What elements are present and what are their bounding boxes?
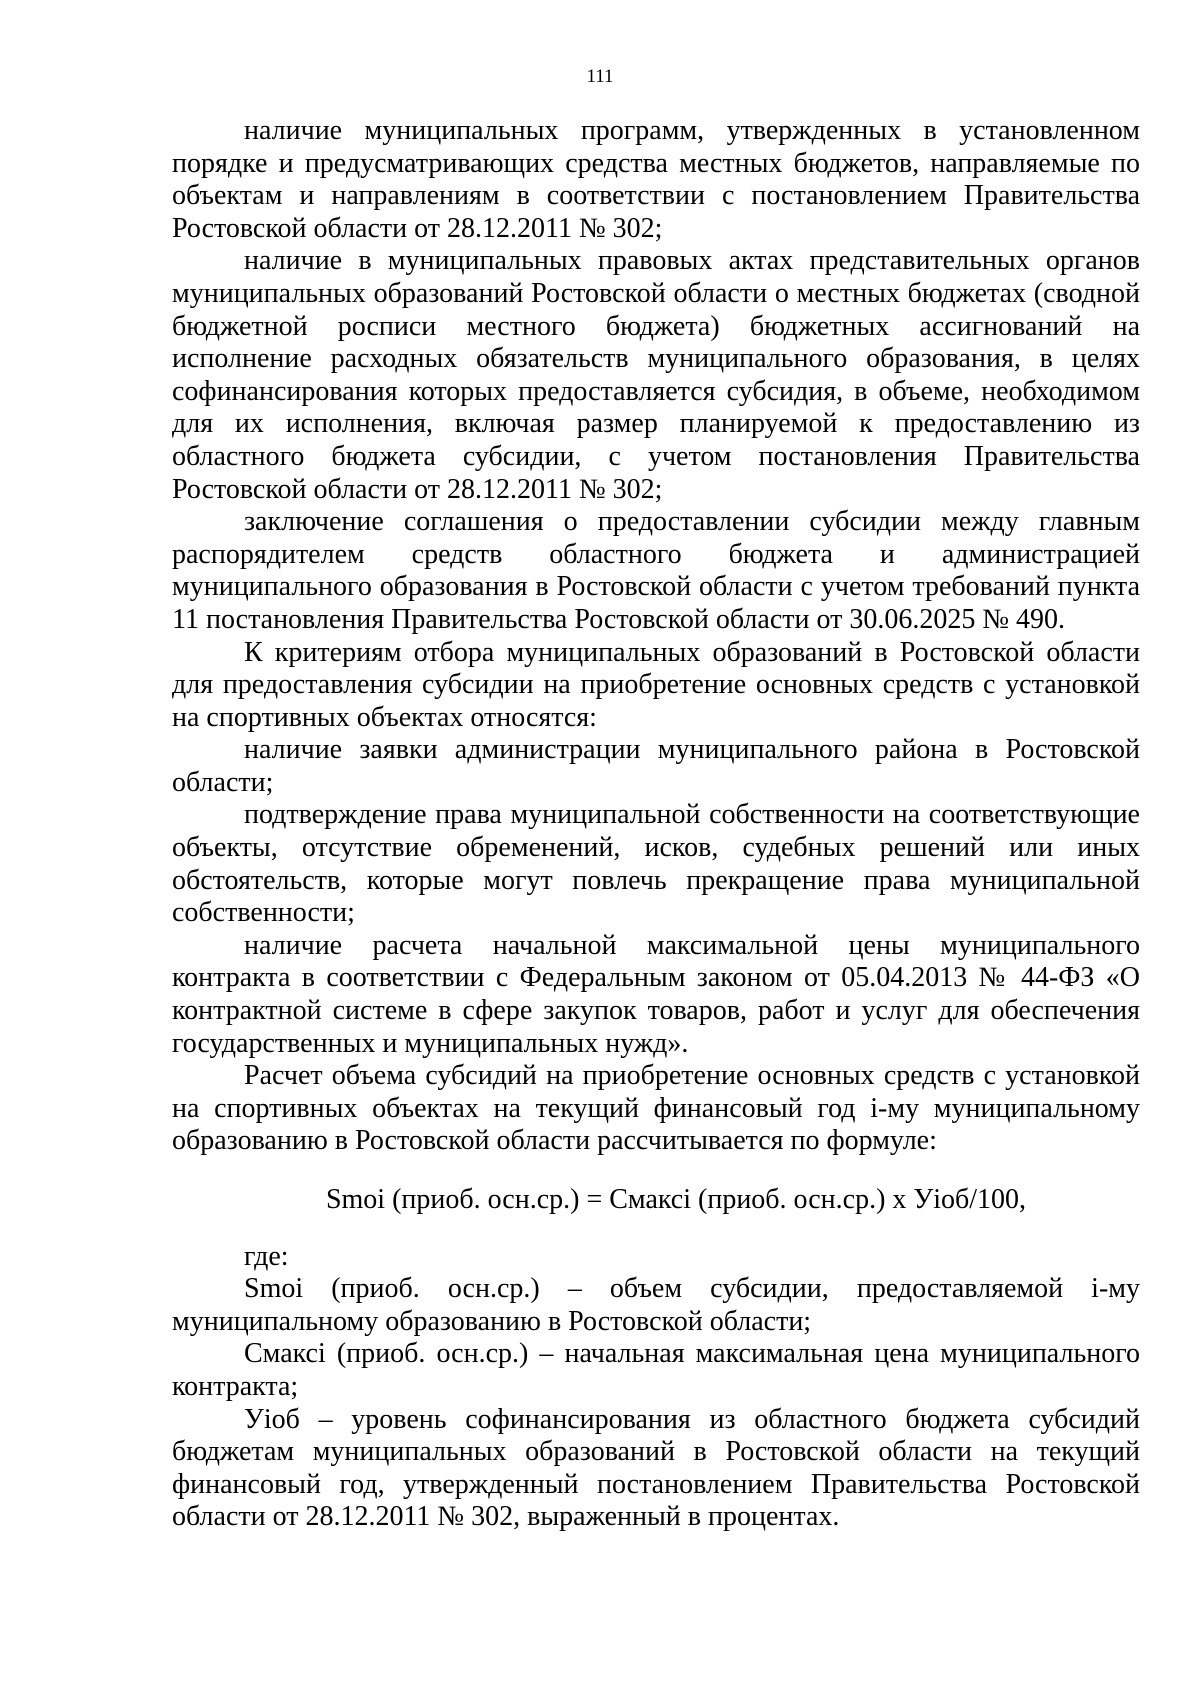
subsidy-formula: Smoi (приоб. осн.ср.) = Смаксi (приоб. осн.ср.) х Уioб/100, [325,1184,1027,1215]
definition-smoi: Smoi (приоб. осн.ср.) – объем субсидии, предоставляемой i-му муниципальному образованию в Ростовской области; [172,1273,1140,1337]
document-body [172,115,1140,1534]
paragraph-contract-price: наличие расчета начальной максимальной цены муниципального контракта в соответствии с Федеральным законом от 05.04.2013 № 44-ФЗ «О контрактной системе в сфере закупок товаров, работ и услуг для обеспечения государственных и муниципальных нужд». [172,929,1140,1059]
paragraph-ownership-confirmation: подтверждение права муниципальной собственности на соответствующие объекты, отсутствие обременений, исков, судебных решений или иных обстоятельств, которые могут повлечь прекращение права муниципальной собственности; [172,799,1140,929]
paragraph-where: где: [244,1240,289,1272]
paragraph-selection-criteria: К критериям отбора муниципальных образований в Ростовской области для предоставления субсидии на приобретение основных средств с установкой на спортивных объектах относятся: [172,636,1140,733]
paragraph-application: наличие заявки администрации муниципального района в Ростовской области; [172,734,1140,798]
paragraph-municipal-programs: наличие муниципальных программ, утвержденных в установленном порядке и предусматривающих средства местных бюджетов, направляемые по объектам и направлениям в соответствии с постановлением Правительства Ростовской области от 28.12.2011 № 302; [172,115,1140,244]
paragraph-calculation-intro: Расчет объема субсидий на приобретение основных средств с установкой на спортивных объектах на текущий финансовый год i-му муниципальному образованию в Ростовской области рассчитывается по формуле: [172,1060,1140,1157]
definition-smaksi: Смаксi (приоб. осн.ср.) – начальная максимальная цена муниципального контракта; [172,1338,1140,1402]
paragraph-budget-allocations: наличие в муниципальных правовых актах представительных органов муниципальных образований Ростовской области о местных бюджетах (сводной бюджетной росписи местного бюджета) бюджетных ассигнований на исполнение расходных обязательств муниципального образования, в целях софинансирования которых предоставляется субсидия, в объеме, необходимом для их исполнения, включая размер планируемой к предоставлению из областного бюджета субсидии, с учетом постановления Правительства Ростовской области от 28.12.2011 № 302; [172,245,1140,505]
paragraph-subsidy-agreement: заключение соглашения о предоставлении субсидии между главным распорядителем средств областного бюджета и администрацией муниципального образования в Ростовской области с учетом требований пункта 11 постановления Правительства Ростовской области от 30.06.2025 № 490. [172,506,1140,635]
definition-uiob: Уioб – уровень софинансирования из областного бюджета субсидий бюджетам муниципальных образований в Ростовской области на текущий финансовый год, утвержденный постановлением Правительства Ростовской области от 28.12.2011 № 302, выраженный в процентах. [172,1403,1140,1533]
page-number: 111 [586,66,614,87]
